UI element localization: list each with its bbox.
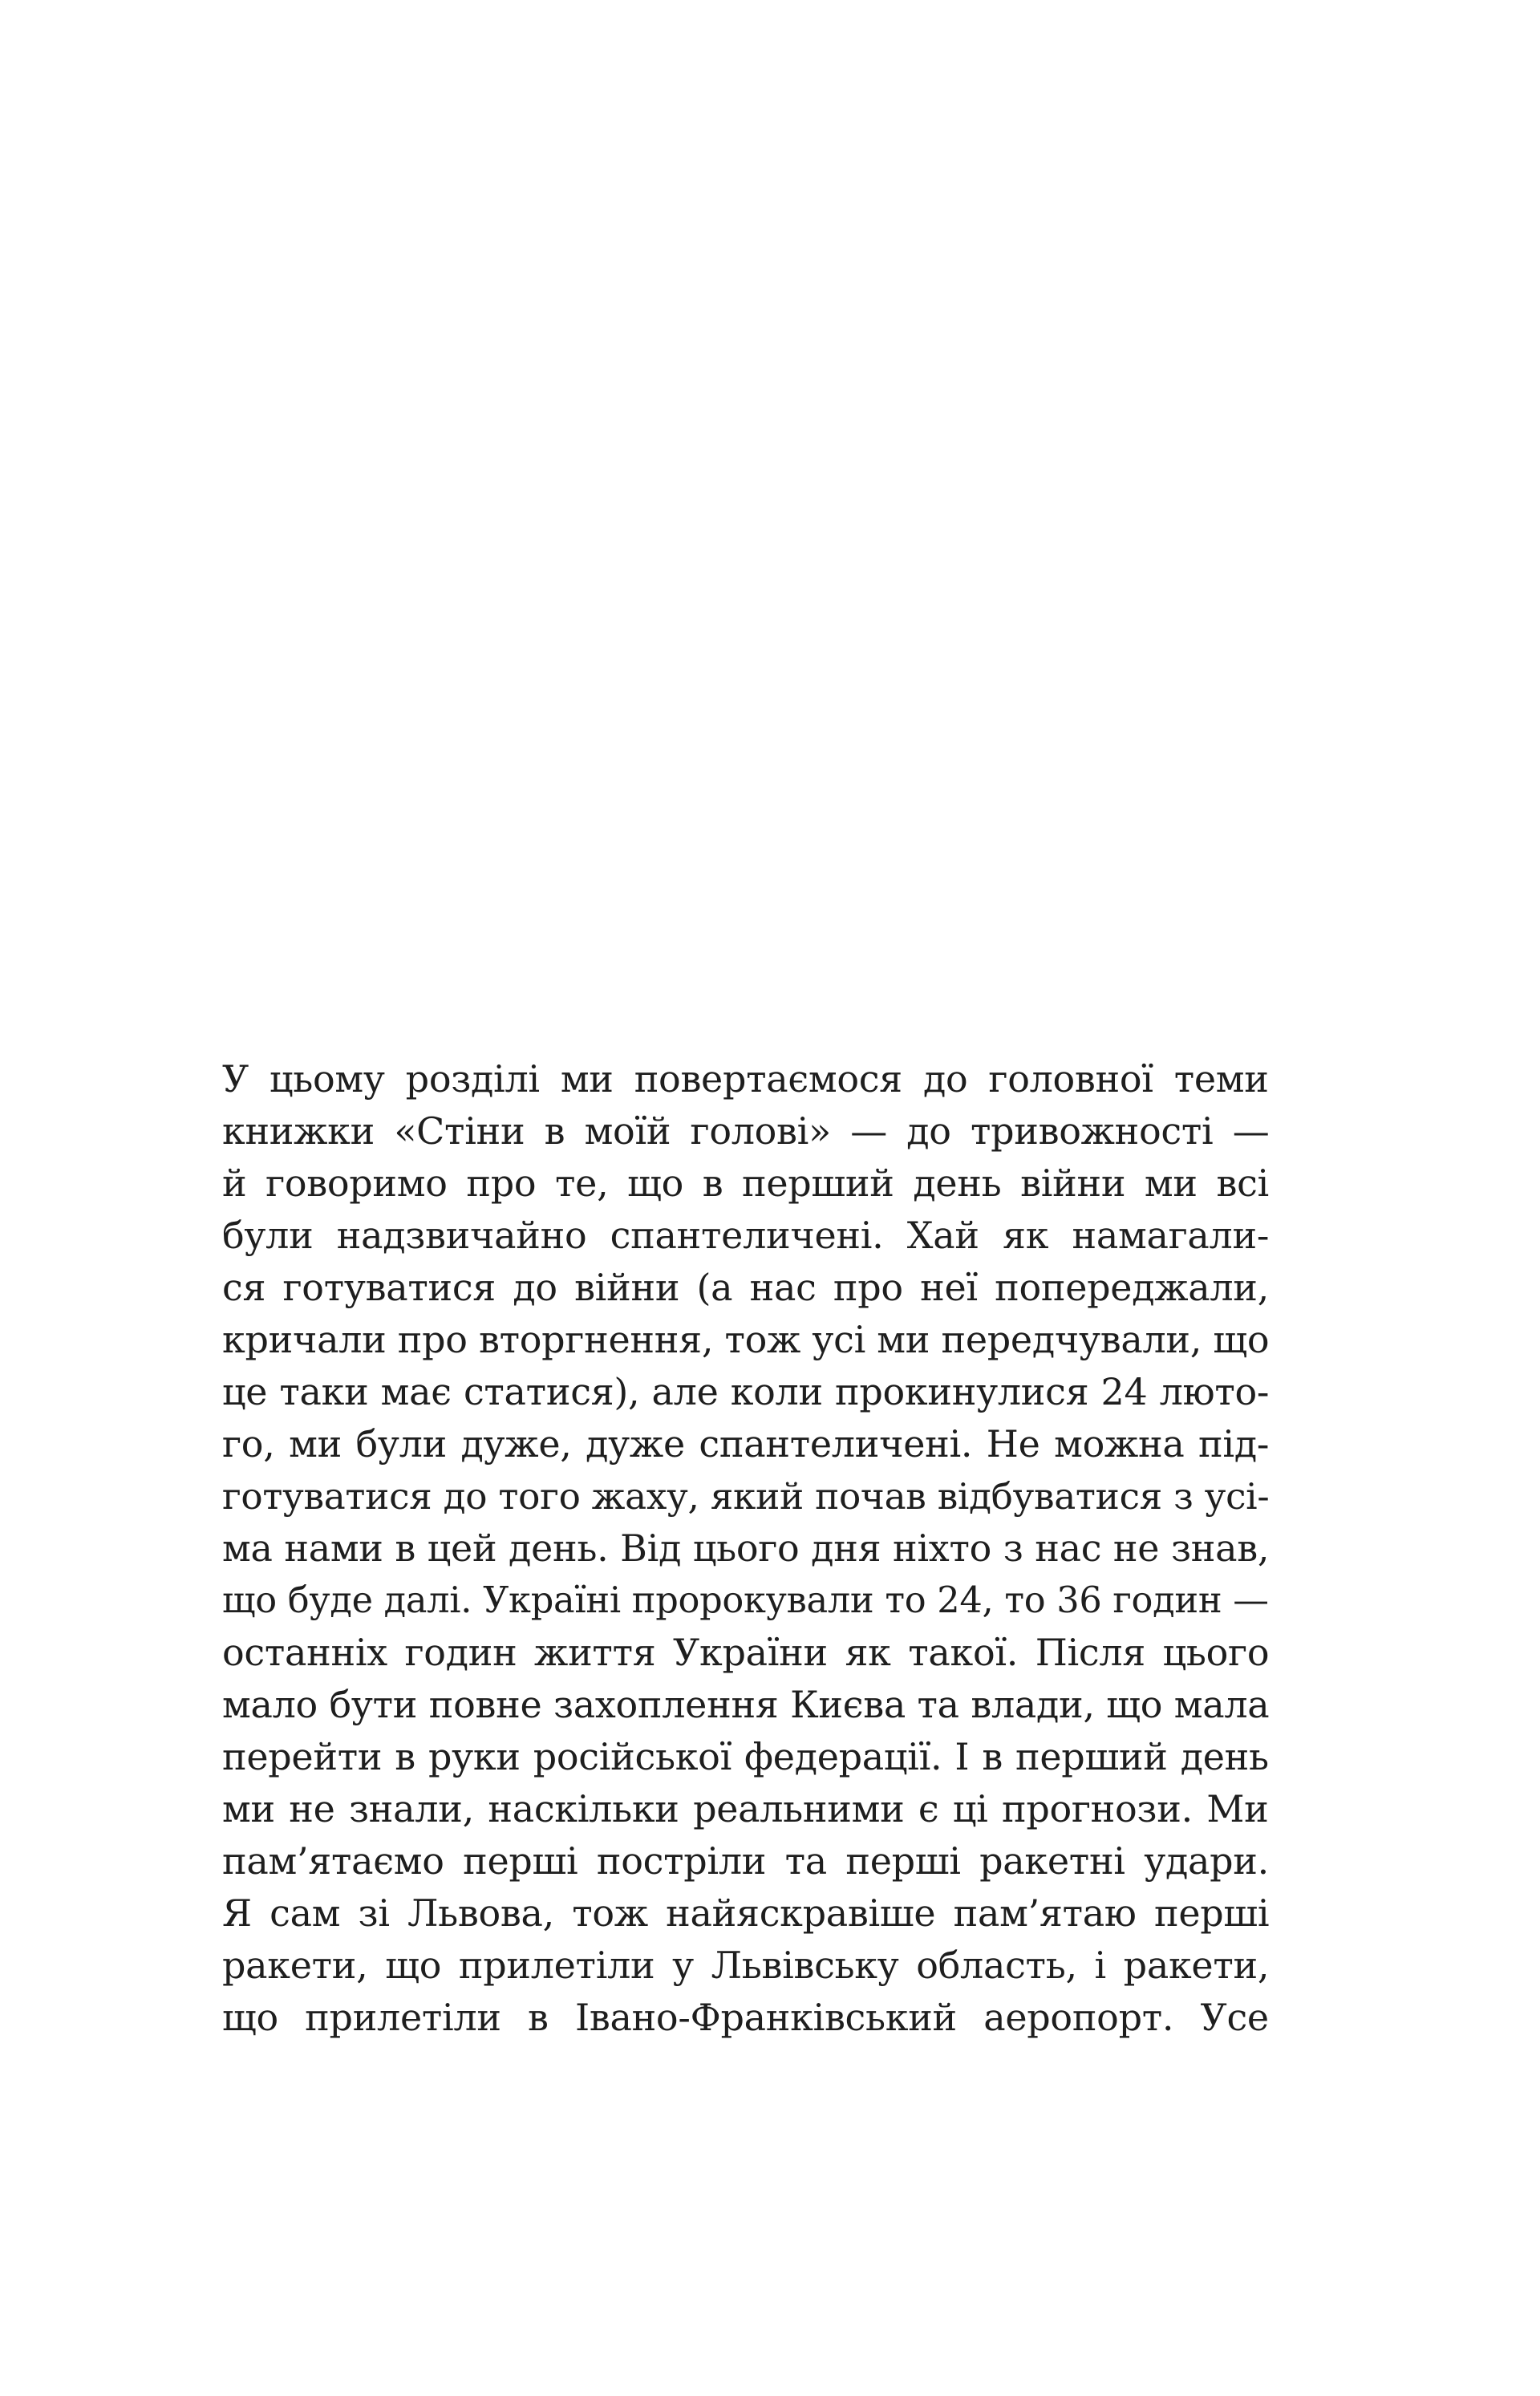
paragraph-line: що прилетіли в Івано-Франківський аеропорт. Усе [222,1996,1269,2039]
paragraph-line: й говоримо про те, що в перший день війни ми всі [222,1162,1269,1205]
paragraph-line: кричали про вторгнення, тож усі ми передчували, що [222,1318,1270,1361]
body-paragraph [222,1053,1269,2044]
paragraph-line: книжки «Стіни в моїй голові» — до тривожності — [222,1109,1270,1153]
paragraph-line: що буде далі. Україні пророкували то 24, то 36 годин — [222,1579,1269,1621]
paragraph-line: останніх годин життя України як такої. Після цього [222,1631,1270,1674]
paragraph-line: пам’ятаємо перші постріли та перші ракетні удари. [222,1839,1269,1883]
paragraph-line: були надзвичайно спантеличені. Хай як намагали- [222,1214,1270,1257]
paragraph-line: ма нами в цей день. Від цього дня ніхто з нас не знав, [222,1526,1270,1570]
paragraph-line: У цьому розділі ми повертаємося до головної теми [222,1057,1269,1101]
paragraph-line: мало бути повне захоплення Києва та влади, що мала [222,1683,1270,1726]
paragraph-line: перейти в руки російської федерації. І в перший день [222,1735,1269,1778]
paragraph-line: ракети, що прилетіли у Львівську область, і ракети, [222,1944,1270,1987]
paragraph-line: ся готуватися до війни (а нас про неї попереджали, [222,1266,1269,1309]
paragraph-line: ми не знали, наскільки реальними є ці прогнози. Ми [222,1787,1269,1830]
paragraph-line: го, ми були дуже, дуже спантеличені. Не можна під- [222,1422,1270,1466]
paragraph-line: це таки має статися), але коли прокинулися 24 люто- [222,1370,1270,1413]
paragraph-line: готуватися до того жаху, який почав відбуватися з усі- [222,1475,1270,1518]
paragraph-line: Я сам зі Львова, тож найяскравіше пам’ятаю перші [222,1891,1270,1935]
